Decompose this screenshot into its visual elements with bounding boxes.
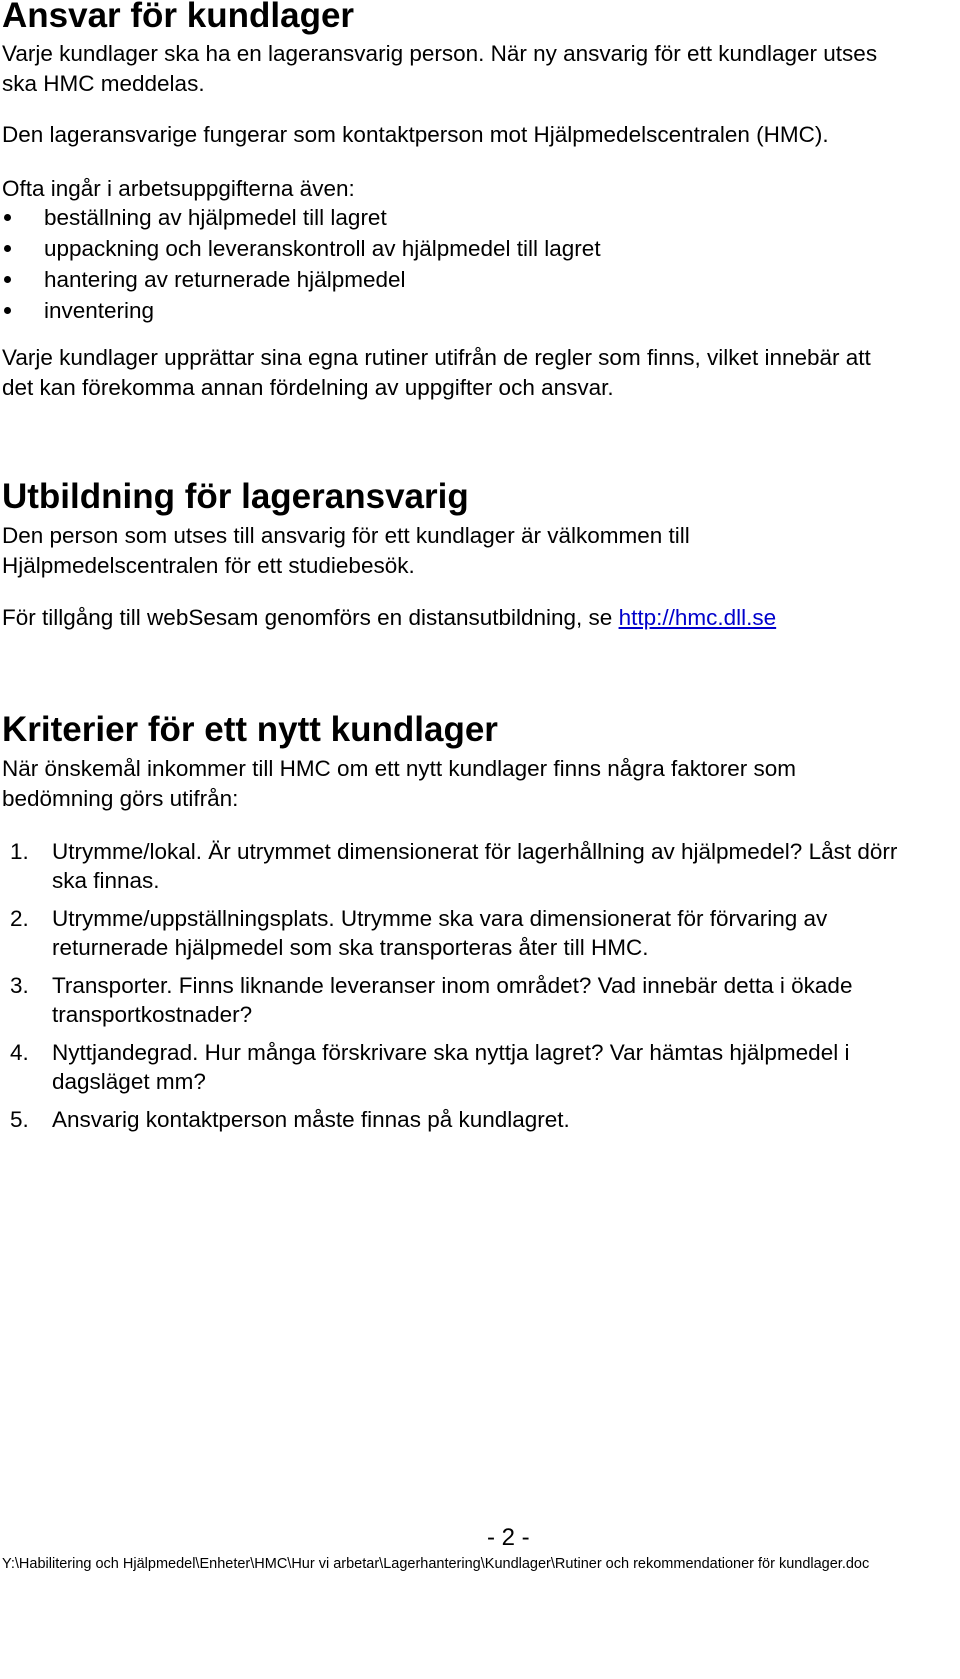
paragraph-ansvar-intro: Varje kundlager ska ha en lageransvarig person. När ny ansvarig för ett kundlager utses ska HMC meddelas. — [2, 41, 878, 96]
bullet-icon — [4, 307, 11, 314]
footer-file-path: Y:\Habilitering och Hjälpmedel\Enheter\HMC\Hur vi arbetar\Lagerhantering\Kundlager\Rutiner och rekommendationer för kundlager.doc — [2, 1556, 870, 1572]
paragraph-studiebesok: Den person som utses till ansvarig för ett kundlager är välkommen till Hjälpmedelscentralen för ett studiebesök. — [2, 523, 690, 578]
task-bullet-list — [2, 202, 902, 326]
heading-ansvar: Ansvar för kundlager — [2, 0, 355, 35]
bullet-item: beställning av hjälpmedel till lagret — [2, 202, 902, 233]
criteria-item: 5. Ansvarig kontaktperson måste finnas på kundlagret. — [10, 1107, 570, 1132]
paragraph-rutiner: Varje kundlager upprättar sina egna rutiner utifrån de regler som finns, vilket innebär att det kan förekomma annan fördelning av uppgifter och ansvar. — [2, 345, 871, 400]
paragraph-kriterier-intro: När önskemål inkommer till HMC om ett nytt kundlager finns några faktorer som bedömning görs utifrån: — [2, 756, 797, 811]
heading-utbildning: Utbildning för lageransvarig — [2, 477, 469, 516]
paragraph-kontaktperson: Den lageransvarige fungerar som kontaktperson mot Hjälpmedelscentralen (HMC). — [2, 122, 829, 147]
bullet-icon — [4, 214, 11, 221]
paragraph-arbetsuppgifter-intro: Ofta ingår i arbetsuppgifterna även: — [2, 176, 355, 201]
bullet-item: uppackning och leveranskontroll av hjälpmedel till lagret — [2, 233, 902, 264]
bullet-item: inventering — [2, 295, 902, 326]
bullet-icon — [4, 276, 11, 283]
bullet-item: hantering av returnerade hjälpmedel — [2, 264, 902, 295]
page-number: - 2 - — [487, 1524, 530, 1551]
criteria-list — [2, 837, 902, 1143]
criteria-item: 2. Utrymme/uppställningsplats. Utrymme ska vara dimensionerat för förvaring av returnerade hjälpmedel som ska transporteras åter till HMC. — [10, 906, 828, 960]
paragraph-websesam: För tillgång till webSesam genomförs en distansutbildning, se http://hmc.dll.se — [2, 605, 777, 630]
criteria-item: 3. Transporter. Finns liknande leveranser inom området? Vad innebär detta i ökade transportkostnader? — [10, 973, 853, 1027]
heading-kriterier: Kriterier för ett nytt kundlager — [2, 710, 498, 749]
hmc-link[interactable]: http://hmc.dll.se — [618, 605, 777, 630]
criteria-item: 1. Utrymme/lokal. Är utrymmet dimensionerat för lagerhållning av hjälpmedel? Låst dörr ska finnas. — [10, 839, 898, 893]
bullet-icon — [4, 245, 11, 252]
criteria-item: 4. Nyttjandegrad. Hur många förskrivare ska nyttja lagret? Var hämtas hjälpmedel i dagsläget mm? — [10, 1040, 850, 1094]
